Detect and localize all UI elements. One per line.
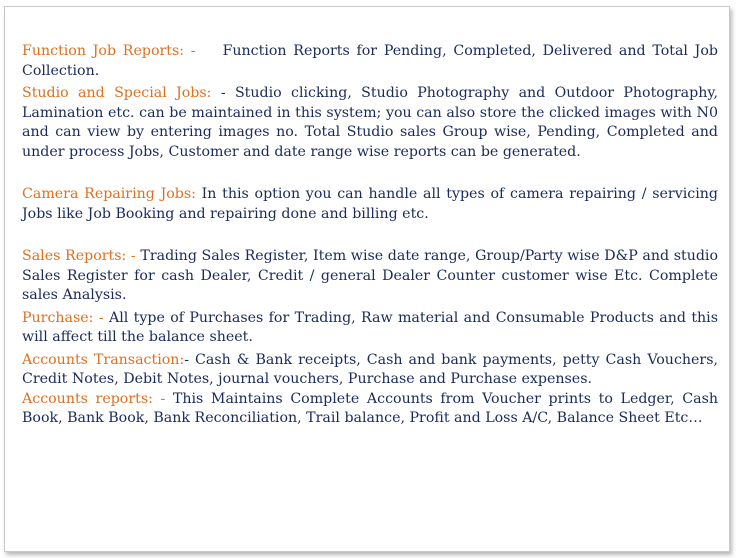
section-text: - Cash & Bank receipts, Cash and bank payments, petty Cash Vouchers, Credit Notes, Debit Notes, journal vouchers, Purchase and Purchase expenses. — [22, 351, 718, 387]
section-heading: Purchase: - — [22, 309, 104, 326]
section-text: Trading Sales Register, Item wise date range, Group/Party wise D&P and studio Sales Register for cash Dealer, Credit / general Dealer Counter customer wise Etc. Complete sales Analysis. — [22, 248, 719, 303]
section-heading: Accounts Transaction: — [22, 351, 185, 368]
section-heading: Camera Repairing Jobs: — [22, 186, 196, 202]
document-frame — [4, 6, 730, 552]
section-accounts-transaction — [22, 351, 718, 390]
section-heading: Accounts reports: - — [22, 390, 166, 407]
section-heading: Sales Reports: - — [22, 248, 136, 264]
section-text: This Maintains Complete Accounts from Voucher prints to Ledger, Cash Book, Bank Book, Bank Reconciliation, Trail balance, Profit and Loss A/C, Balance Sheet Etc… — [22, 390, 718, 426]
section-function-job-reports — [22, 42, 718, 81]
section-purchase — [22, 309, 718, 348]
section-sales-reports — [22, 247, 718, 306]
section-heading: Studio and Special Jobs: — [22, 85, 212, 101]
section-text: All type of Purchases for Trading, Raw material and Consumable Products and this will affect till the balance sheet. — [22, 309, 718, 345]
section-text: Function Reports for Pending, Completed, Delivered and Total Job Collection. — [22, 43, 718, 79]
section-studio-special-jobs — [22, 84, 718, 162]
section-heading: Function Job Reports: - — [22, 43, 196, 59]
section-text: - Studio clicking, Studio Photography and Outdoor Photography, Lamination etc. can be maintained in this system; you can also store the clicked images with N0 and can view by entering images no. Total Studio sales Group wise, Pending, Completed and under process Jobs, Customer and date range wise reports can be generated. — [22, 85, 718, 160]
section-text: In this option you can handle all types of camera repairing / servicing Jobs like Job Booking and repairing done and billing etc. — [22, 186, 718, 222]
section-camera-repairing-jobs — [22, 185, 718, 224]
document-content — [22, 42, 718, 429]
section-accounts-reports — [22, 390, 718, 429]
